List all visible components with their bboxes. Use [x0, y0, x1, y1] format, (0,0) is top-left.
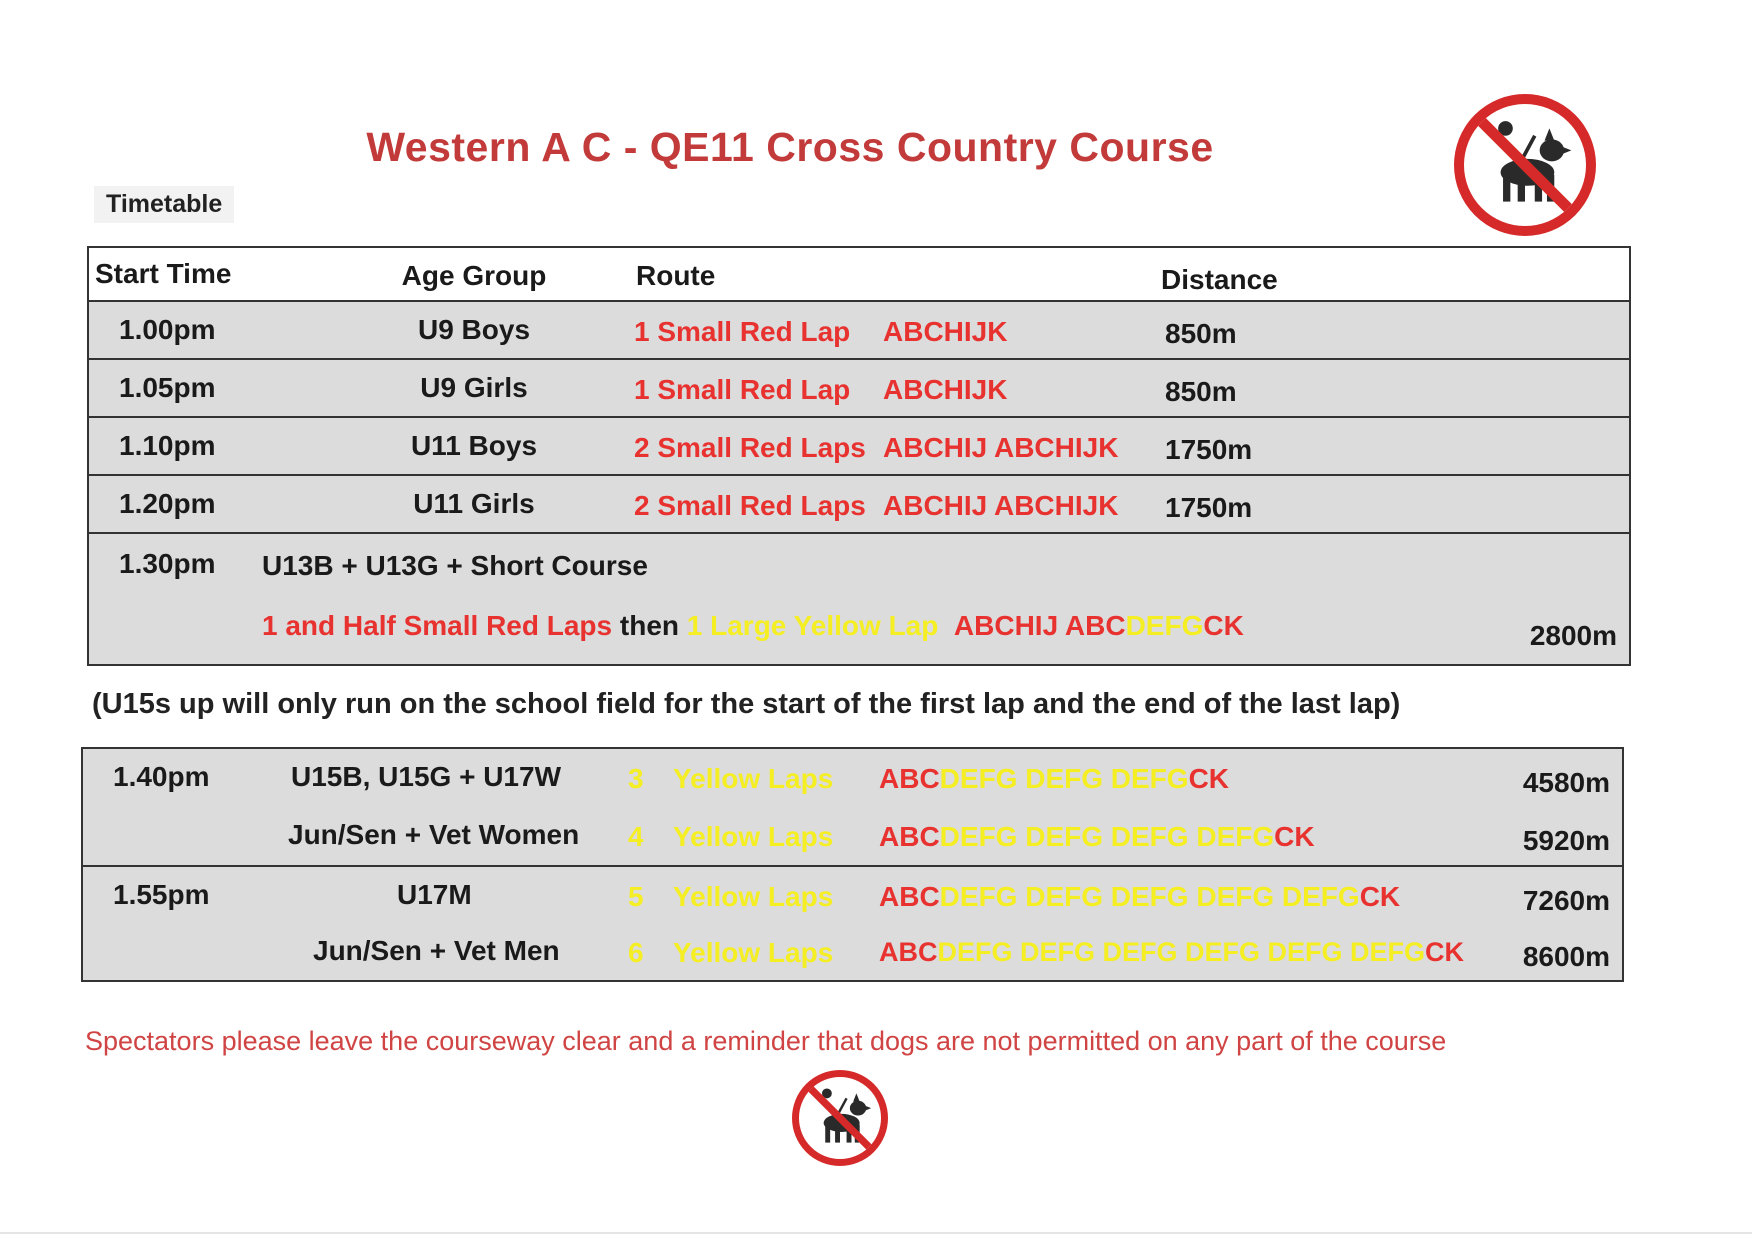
age-group: U9 Boys	[417, 314, 531, 345]
route-code: ABCHIJ ABCHIJK	[883, 490, 1119, 521]
age-group: U11 Boys	[410, 430, 538, 461]
route-code: ABCDEFG DEFG DEFG DEFGCK	[879, 821, 1315, 852]
distance: 850m	[1165, 376, 1237, 407]
timetable-table	[87, 246, 1631, 666]
age-group: U15B, U15G + U17W	[291, 761, 561, 792]
route-laps: 1 Small Red Lap	[634, 374, 851, 405]
table-group	[83, 749, 1622, 867]
header-age-group: Age Group	[401, 260, 547, 291]
route-code: ABCDEFG DEFG DEFGCK	[879, 763, 1230, 794]
laps-num: 5	[628, 881, 644, 912]
laps-label: Yellow Laps	[673, 937, 834, 968]
header-distance: Distance	[1161, 264, 1278, 295]
distance: 1750m	[1165, 434, 1253, 465]
start-time: 1.10pm	[119, 430, 216, 461]
table-header-row	[89, 248, 1629, 302]
route-code: ABCHIJK	[883, 374, 1008, 405]
start-time: 1.00pm	[119, 314, 216, 345]
laps-label: Yellow Laps	[673, 881, 834, 912]
age-group: Jun/Sen + Vet Men	[313, 935, 560, 966]
header-route: Route	[636, 260, 716, 291]
route-code: ABCHIJK	[883, 316, 1008, 347]
route-code-yellow: DEFG	[1125, 610, 1204, 641]
laps-label: Yellow Laps	[673, 763, 834, 794]
no-dogs-icon	[792, 1070, 888, 1166]
table-row	[89, 418, 1629, 476]
note: (U15s up will only run on the school field for the start of the first lap and the end of the last lap)	[92, 688, 1401, 720]
start-time: 1.05pm	[119, 372, 216, 403]
page-edge-divider	[0, 1232, 1752, 1234]
age-group: U13B + U13G + Short Course	[262, 550, 648, 581]
route-laps: 2 Small Red Laps	[634, 432, 866, 463]
route-yellow-part: 1 Large Yellow Lap	[686, 610, 939, 641]
header-start-time: Start Time	[95, 258, 232, 289]
age-group: U9 Girls	[420, 372, 528, 403]
route-then: then	[619, 610, 679, 641]
page-title: Western A C - QE11 Cross Country Course	[366, 124, 1214, 170]
table-row	[89, 476, 1629, 534]
table-group	[83, 867, 1622, 980]
start-time: 1.20pm	[119, 488, 216, 519]
start-time: 1.55pm	[113, 879, 210, 910]
laps-num: 6	[628, 937, 644, 968]
route-code-red-end: CK	[1203, 610, 1244, 641]
distance: 8600m	[1522, 941, 1610, 972]
route-laps: 2 Small Red Laps	[634, 490, 866, 521]
route-code: ABCHIJ ABCHIJK	[883, 432, 1119, 463]
distance: 2800m	[1529, 620, 1617, 651]
route-red-part: 1 and Half Small Red Laps	[262, 610, 613, 641]
laps-label: Yellow Laps	[673, 821, 834, 852]
route-laps: 1 Small Red Lap	[634, 316, 851, 347]
table-row	[89, 360, 1629, 418]
age-group: Jun/Sen + Vet Women	[288, 819, 580, 850]
distance: 7260m	[1522, 885, 1610, 916]
table-row	[89, 302, 1629, 360]
age-group: U17M	[397, 879, 472, 910]
distance: 1750m	[1165, 492, 1253, 523]
age-group: U11 Girls	[413, 488, 535, 519]
route-code: ABCDEFG DEFG DEFG DEFG DEFG DEFGCK	[879, 937, 1465, 967]
route-code-red: ABCHIJ ABC	[953, 610, 1126, 641]
footer-notice: Spectators please leave the courseway clear and a reminder that dogs are not permitted on any part of the course	[85, 1026, 1447, 1056]
table-row-short-course	[89, 534, 1629, 664]
distance: 4580m	[1522, 767, 1610, 798]
timetable-label: Timetable	[94, 186, 234, 223]
laps-num: 3	[628, 763, 644, 794]
route-description	[262, 610, 1244, 642]
no-dogs-icon	[1454, 94, 1596, 236]
route-code: ABCDEFG DEFG DEFG DEFG DEFGCK	[879, 881, 1401, 912]
start-time: 1.30pm	[119, 548, 216, 579]
distance: 5920m	[1522, 825, 1610, 856]
distance: 850m	[1165, 318, 1237, 349]
laps-num: 4	[628, 821, 644, 852]
start-time: 1.40pm	[113, 761, 210, 792]
senior-timetable-table	[81, 747, 1624, 982]
